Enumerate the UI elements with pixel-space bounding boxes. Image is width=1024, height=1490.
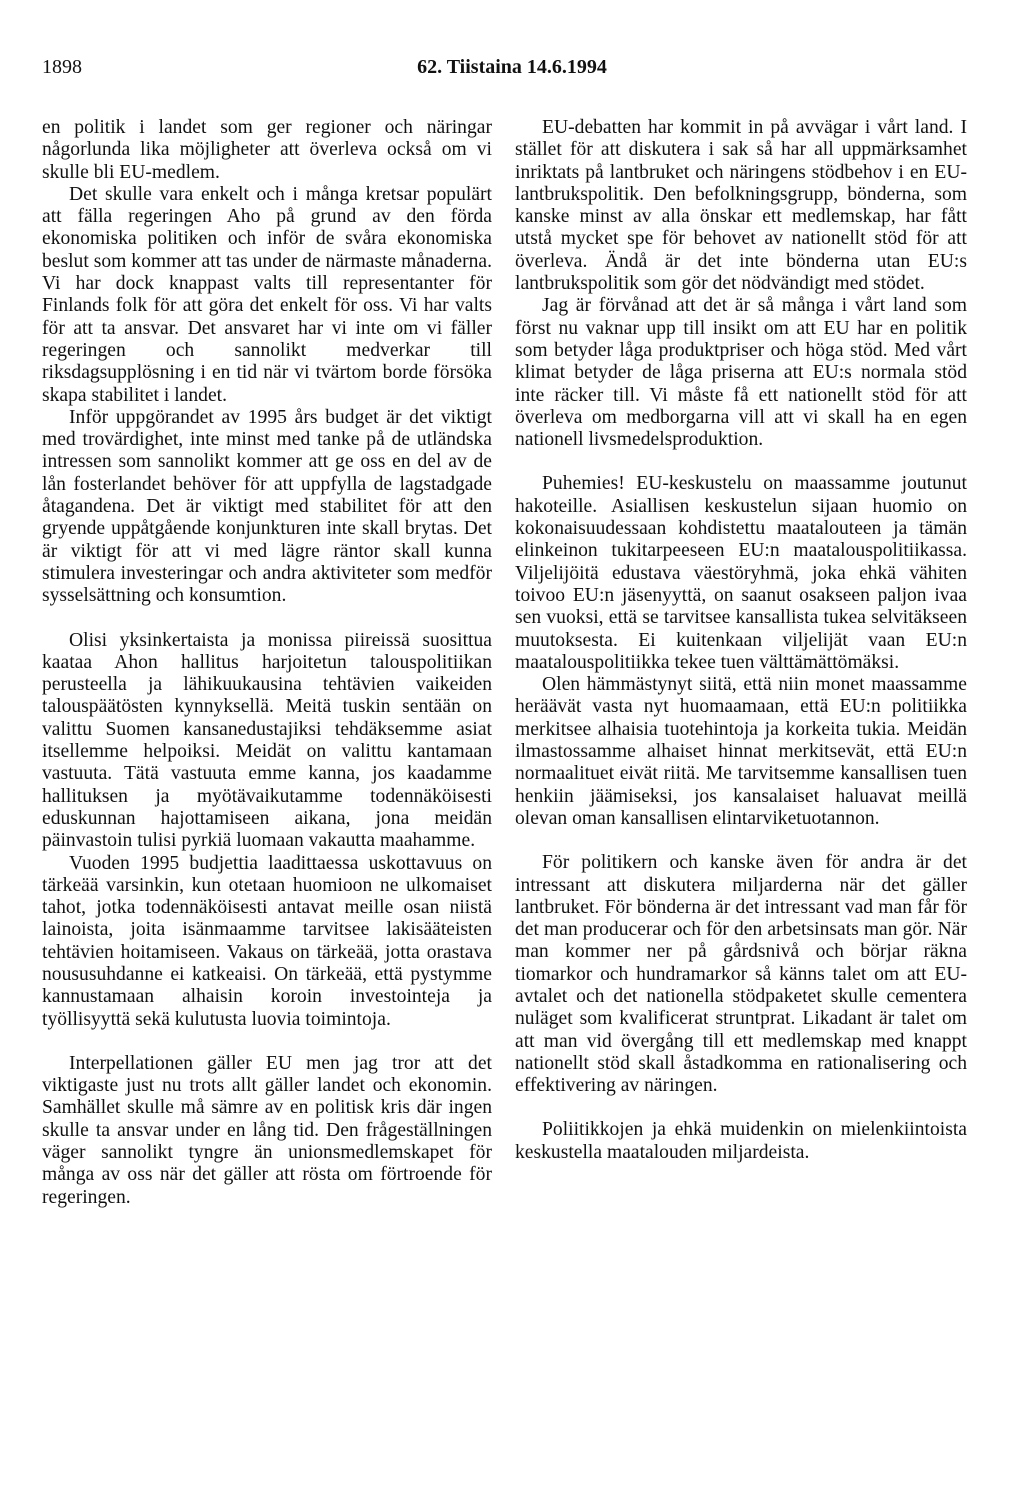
paragraph: Jag är förvånad att det är så många i vårt land som först nu vaknar upp till insikt om att EU har en politik som betyder låga produktpriser och höga stöd. Med vårt klimat betyder de låga priserna att EU:s normala stöd inte räcker till. Vi måste få ett nationellt stöd för att överleva om medborgarna vill att vi skall ha en egen nationell livsmedelsproduktion.	[515, 295, 967, 451]
paragraph: Interpellationen gäller EU men jag tror att det viktigaste just nu trots allt gäller landet och ekonomin. Samhället skulle må sämre av en politisk kris där ingen skulle ta ansvar under en lång tid. Den frågeställningen väger sannolikt tyngre än unionsmedlemskapet för många av oss när det gäller att rösta om förtroende för regeringen.	[42, 1052, 492, 1208]
page-number: 1898	[42, 56, 82, 78]
paragraph: Det skulle vara enkelt och i många kretsar populärt att fälla regeringen Aho på grund av den förda ekonomiska politiken och inför de svåra ekonomiska beslut som kommer att tas under de närmaste månaderna. Vi har dock knappast valts till representanter för Finlands folk för att göra det enkelt för oss. Vi har valts för att ta ansvar. Det ansvaret har vi inte om vi fäller regeringen och sannolikt medverkar till riksdagsupplösning i en tid när vi tvärtom borde försöka skapa stabilitet i landet.	[42, 183, 492, 406]
paragraph: Vuoden 1995 budjettia laadittaessa uskottavuus on tärkeää varsinkin, kun otetaan huomioon ne ulkomaiset tahot, jotka todennäköisesti antavat meille osan niistä lainoista, joita isänmaamme tarvitsee lakisääteisten tehtävien hoitamiseen. Vakaus on tärkeää, jotta orastava noususuhdanne ei katkeaisi. On tärkeää, että pystymme kannustamaan alhaisin koroin investointeja ja työllisyyttä sekä kulutusta luovia toimintoja.	[42, 852, 492, 1030]
paragraph: Poliitikkojen ja ehkä muidenkin on mielenkiintoista keskustella maatalouden miljardeista.	[515, 1119, 967, 1163]
paragraph: en politik i landet som ger regioner och näringar någorlunda lika möjligheter att överleva också om vi skulle bli EU-medlem.	[42, 117, 492, 183]
paragraph: Olisi yksinkertaista ja monissa piireissä suosittua kaataa Ahon hallitus harjoitetun talouspolitiikan perusteella ja lähikuukausina tehtävien vaikeiden talouspäätösten kynnyksellä. Meitä tuskin sentään on valittu Suomen kansanedustajiksi tehdäksemme asiat itsellemme helpoiksi. Meidät on valittu kantamaan vastuuta. Tätä vastuuta emme kanna, jos kaadamme hallituksen ja myötävaikutamme todennäköisesti eduskunnan hajottamiseen aikana, jona meidän päinvastoin tulisi pyrkiä luomaan vakautta maahamme.	[42, 629, 492, 852]
page-header	[0, 56, 1024, 80]
paragraph: Inför uppgörandet av 1995 års budget är det viktigt med trovärdighet, inte minst med tanke på de utländska intressen som sannolikt kommer att ge oss en del av de lån fosterlandet behöver för att uppfylla de lagstadgade åtagandena. Det är viktigt med stabilitet för att den gryende uppåtgående konjunkturen inte skall brytas. Det är viktigt för att vi med lägre räntor skall kunna stimulera investeringar och andra aktiviteter som medför sysselsättning och konsumtion.	[42, 406, 492, 607]
paragraph: EU-debatten har kommit in på avvägar i vårt land. I stället för att diskutera i sak så har all uppmärksamhet inriktats på lantbruket och näringens stödbehov i en EU-lantbrukspolitik. Den befolkningsgrupp, bönderna, som kanske minst av alla önskar ett medlemskap, har fått utstå mycket spe för behovet av nationellt stöd för att överleva. Ändå är det inte bönderna utan EU:s lantbrukspolitik som gör det nödvändigt med stödet.	[515, 117, 967, 295]
paragraph: Puhemies! EU-keskustelu on maassamme joutunut hakoteille. Asiallisen keskustelun sijaan huomio on kokonaisuudessaan kohdistettu maatalouteen ja tämän elinkeinon tukitarpeeseen EU:n maatalouspolitiikassa. Viljelijöitä edustava väestöryhmä, joka ehkä vähiten toivoo EU:n jäsenyyttä, on saanut osakseen paljon ivaa sen vuoksi, että se tarvitsee kansallista tukea selvitäkseen muutoksesta. Ei kuitenkaan viljelijät vaan EU:n maatalouspolitiikka tekee tuen välttämättömäksi.	[515, 473, 967, 673]
right-column	[515, 117, 967, 1164]
paragraph: För politikern och kanske även för andra är det intressant att diskutera miljarderna när det gäller lantbruket. För bönderna är det intressant vad man får för det man producerar och för den arbetsinsats man gör. När man kommer ner på gårdsnivå och börjar räkna tiomarkor och hundramarkor så känns talet om att EU-avtalet och det nationella stödpaketet skulle cementera nuläget som kvalificerat struntprat. Likadant är talet om att man vid övergång till ett medlemskap med knappt nationellt stöd skall åstadkomma en rationalisering och effektivering av näringen.	[515, 852, 967, 1097]
paragraph: Olen hämmästynyt siitä, että niin monet maassamme heräävät vasta nyt huomaamaan, että EU:n politiikka merkitsee alhaisia tuotehintoja ja korkeita tukia. Meidän ilmastossamme alhaiset hinnat merkitsevät, että EU:n normaalituet eivät riitä. Me tarvitsemme kansallisen tuen henkiin jäämiseksi, jos kansalaiset haluavat meillä olevan oman kansallisen elintarviketuotannon.	[515, 674, 967, 829]
left-column	[42, 117, 492, 1209]
session-title: 62. Tiistaina 14.6.1994	[417, 56, 607, 78]
